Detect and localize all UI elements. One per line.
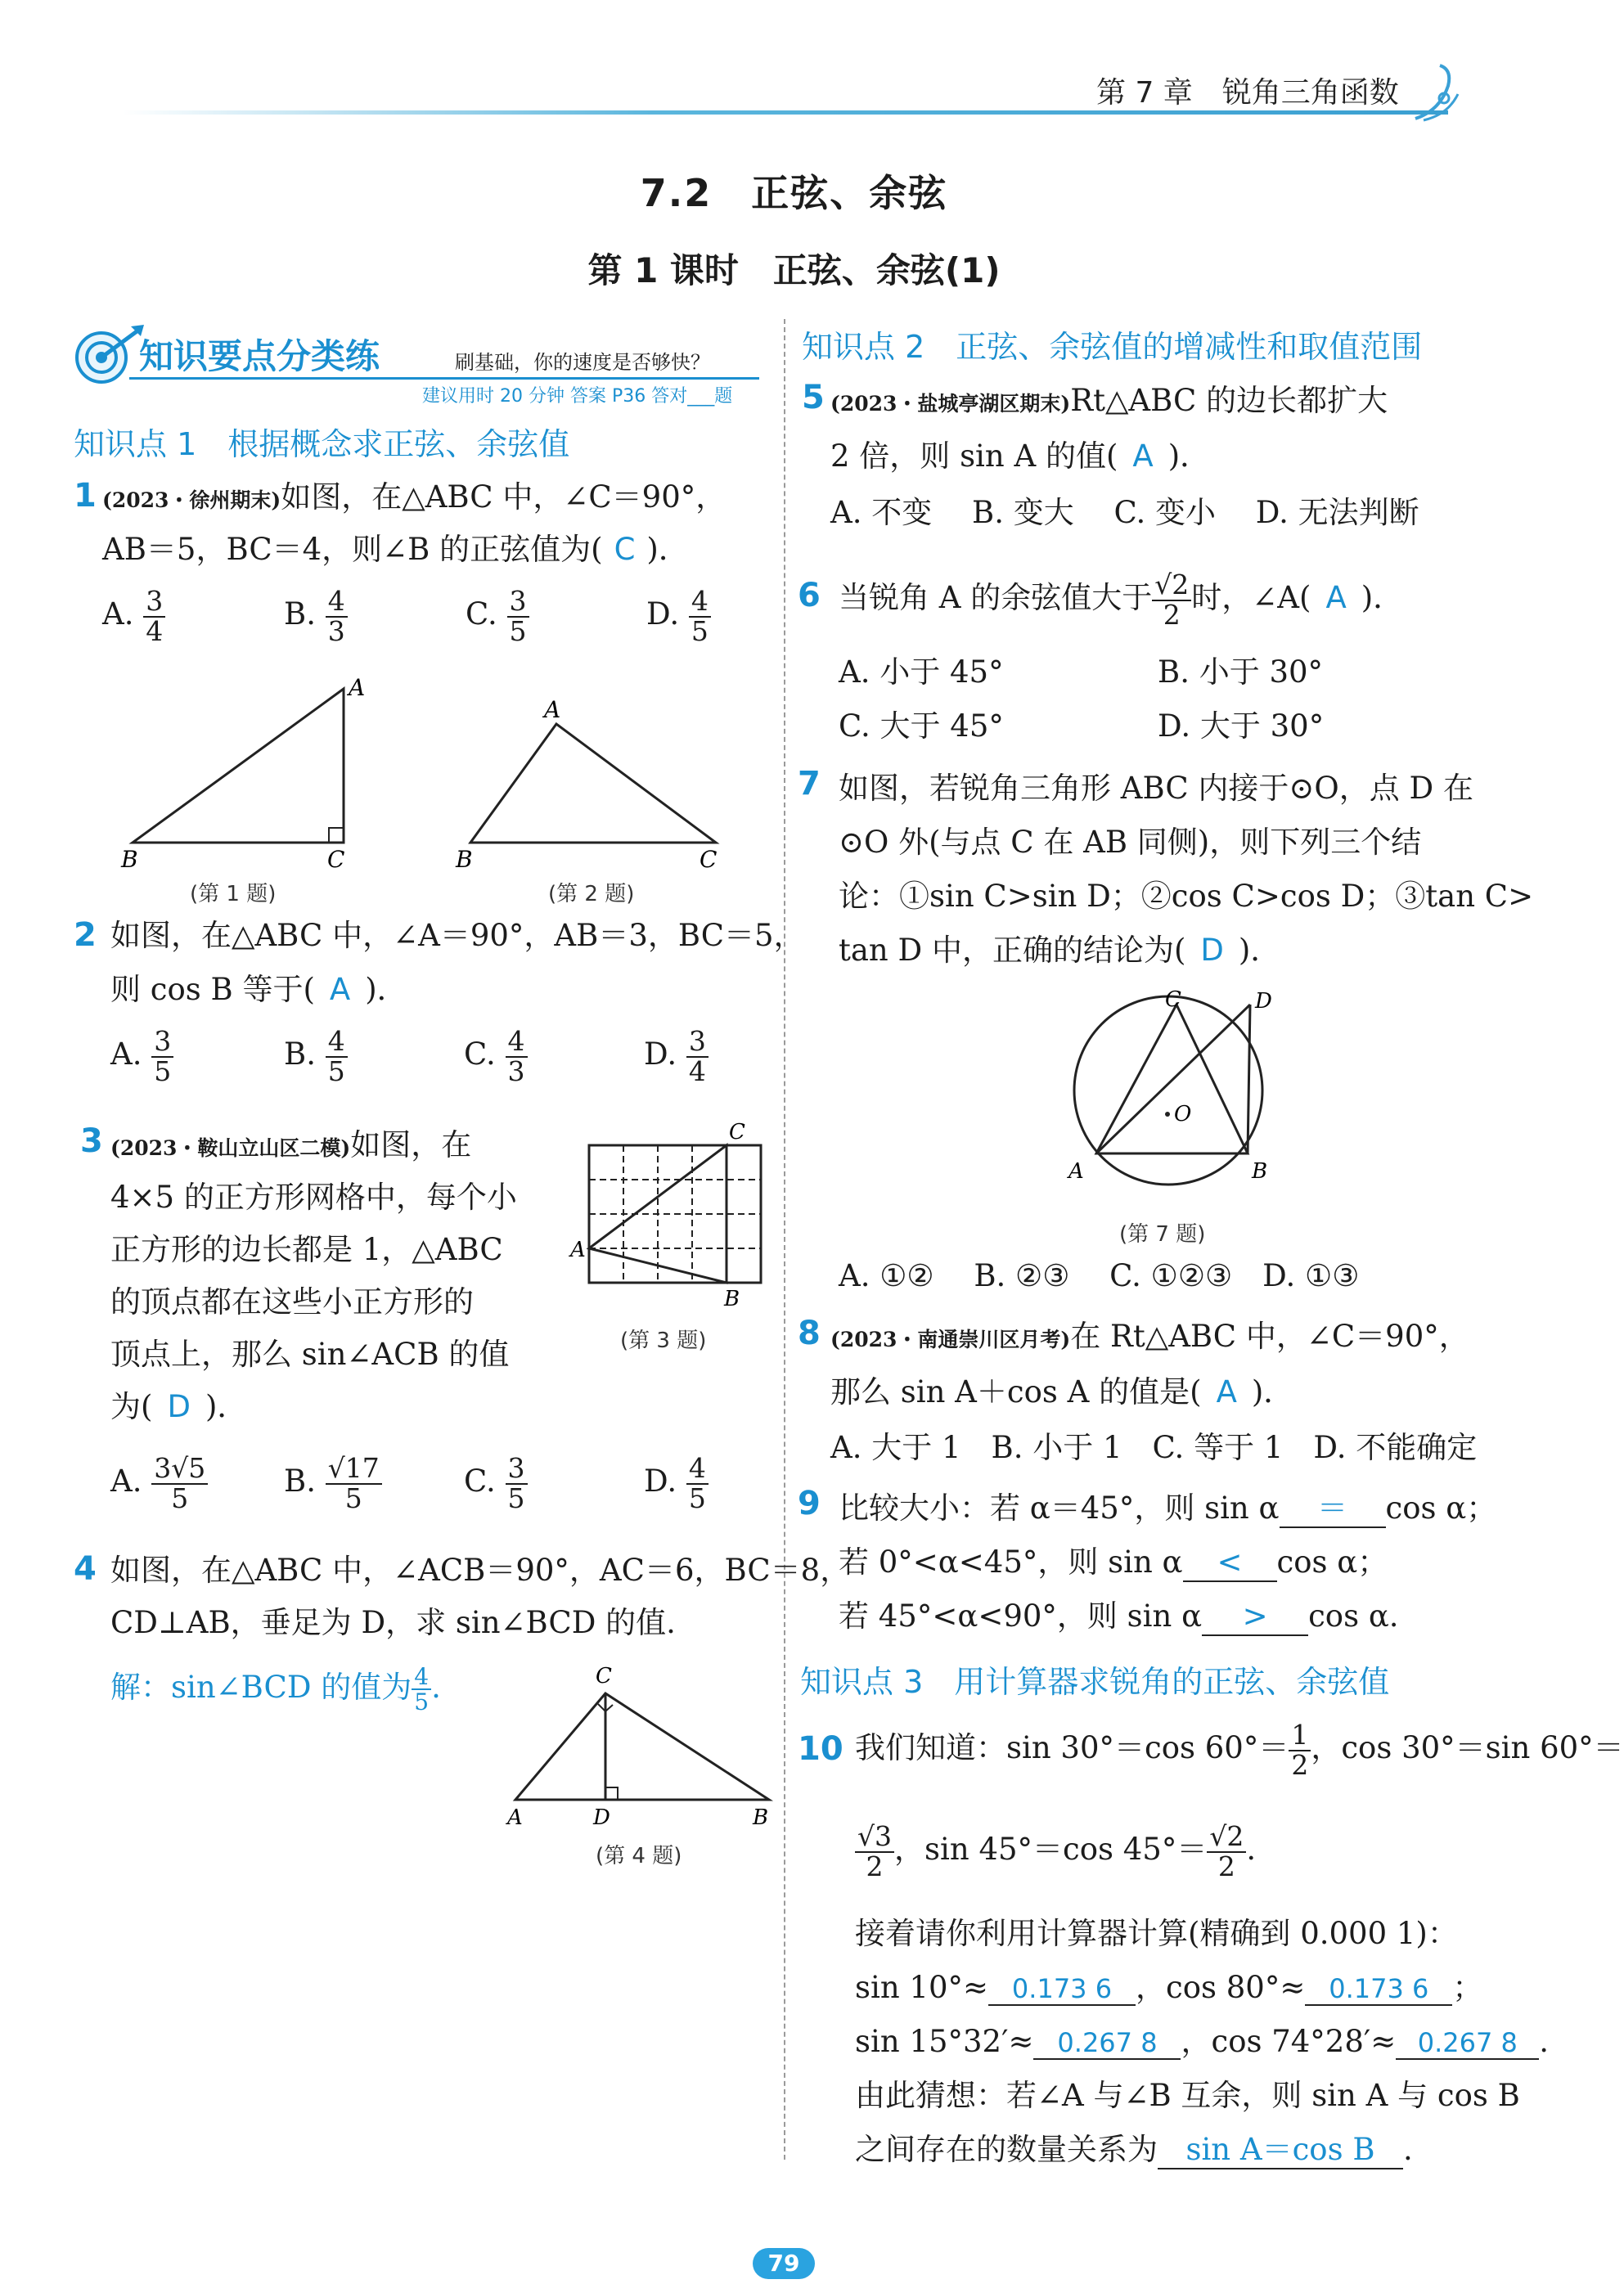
caption-3: (第 3 题) <box>620 1329 707 1353</box>
question-4-line2: CD⊥AB，垂足为 D，求 sin∠BCD 的值. <box>110 1605 676 1640</box>
figure-3-grid <box>569 1121 781 1317</box>
chapter-header: 第 7 章 锐角三角函数 <box>1096 76 1399 110</box>
section-title: 7.2 正弦、余弦 <box>640 171 948 215</box>
answer-text: C <box>614 532 636 567</box>
figure-4 <box>503 1657 781 1845</box>
question-number: 4 <box>74 1550 97 1588</box>
page-number: 79 <box>753 2248 815 2279</box>
question-3-line2: 4×5 的正方形网格中，每个小 <box>110 1180 517 1215</box>
question-10-line5: sin 15°32′≈ 0.267 8 ，cos 74°28′≈ 0.267 8 . <box>855 2024 1550 2059</box>
question-5-line2: 2 倍，则 sin A 的值( A )． <box>830 438 1211 474</box>
banner-underline <box>129 377 759 380</box>
svg-text:B: B <box>121 846 138 873</box>
knowledge-point-3: 知识点 3 用计算器求锐角的正弦、余弦值 <box>800 1664 1390 1700</box>
svg-text:C: C <box>700 846 718 873</box>
caption-4: (第 4 题) <box>596 1844 682 1868</box>
knowledge-point-1: 知识点 1 根据概念求正弦、余弦值 <box>74 426 570 462</box>
question-3-line3: 正方形的边长都是 1，△ABC <box>110 1232 503 1267</box>
svg-text:B: B <box>724 1287 740 1311</box>
question-number: 7 <box>798 765 821 803</box>
svg-text:A: A <box>570 1238 586 1262</box>
header-rule <box>123 110 1448 115</box>
question-10-line3: 接着请你利用计算器计算(精确到 0.000 1)： <box>855 1916 1458 1951</box>
svg-text:A: A <box>1068 1159 1084 1184</box>
question-6-option-c: C. 大于 45° <box>839 708 1004 744</box>
question-7-line2: ⊙O 外(与点 C 在 AB 同侧)，则下列三个结 <box>839 825 1422 860</box>
question-8-options: A. 大于 1 B. 小于 1 C. 等于 1 D. 不能确定 <box>830 1430 1478 1465</box>
question-5-line1: (2023・盐城亭湖区期末)Rt△ABC 的边长都扩大 <box>830 383 1388 418</box>
question-number: 5 <box>802 379 825 416</box>
svg-text:C: C <box>1165 987 1181 1012</box>
svg-text:O: O <box>1174 1102 1192 1126</box>
question-6-option-a: A. 小于 45° <box>839 654 1004 690</box>
question-10-line4: sin 10°≈ 0.173 6 ，cos 80°≈ 0.173 6 ； <box>855 1970 1483 2005</box>
question-number: 3 <box>80 1122 103 1160</box>
question-2-line2: 则 cos B 等于( A )． <box>110 972 407 1007</box>
question-number: 10 <box>798 1730 843 1768</box>
section-banner <box>72 323 759 405</box>
question-1-line2: AB＝5，BC＝4，则∠B 的正弦值为( C )． <box>102 532 689 567</box>
question-8-line2: 那么 sin A＋cos A 的值是( A )． <box>830 1374 1294 1410</box>
lesson-title: 第 1 课时 正弦、余弦(1) <box>587 250 1001 290</box>
question-10-line2: $\frac{√3}{2}$ ，sin 45°＝cos 45°＝ $\frac{√2}{2}$ . <box>855 1823 1256 1881</box>
question-number: 6 <box>798 577 821 614</box>
svg-text:D: D <box>1255 989 1272 1014</box>
question-7-line1: 如图，若锐角三角形 ABC 内接于⊙O，点 D 在 <box>839 771 1473 806</box>
caption-7: (第 7 题) <box>1119 1222 1206 1247</box>
svg-text:B: B <box>1252 1159 1268 1184</box>
question-3-line4: 的顶点都在这些小正方形的 <box>110 1284 474 1320</box>
svg-text:C: C <box>596 1664 612 1688</box>
question-10-line1: 我们知道：sin 30°＝cos 60°＝ $\frac{1}{2}$ ，cos 30°＝sin 60°＝ <box>855 1719 1624 1781</box>
caption-1: (第 1 题) <box>190 882 277 906</box>
question-9-line1: 比较大小：若 α＝45°，则 sin α ＝ cos α； <box>839 1490 1496 1528</box>
svg-text:D: D <box>593 1805 610 1830</box>
question-9-line3: 若 45°<α<90°，则 sin α > cos α. <box>839 1598 1399 1636</box>
banner-slogan: 刷基础，你的速度是否够快？ <box>455 351 710 374</box>
question-9-line2: 若 0°<α<45°，则 sin α < cos α； <box>839 1544 1388 1582</box>
question-number: 1 <box>74 477 97 515</box>
question-4-solution: 解：sin∠BCD 的值为 $\frac{4}{5}$ . <box>110 1663 441 1716</box>
question-2-line1: 如图，在△ABC 中，∠A＝90°，AB＝3，BC＝5， <box>110 918 804 953</box>
svg-text:C: C <box>327 846 345 873</box>
question-7-options: A. ①② B. ②③ C. ①②③ D. ①③ <box>839 1258 1360 1293</box>
svg-text:A: A <box>544 696 561 723</box>
question-7-line3: 论：①sin C>sin D；②cos C>cos D；③tan C> <box>839 879 1534 914</box>
question-number: 2 <box>74 916 97 954</box>
knowledge-point-2: 知识点 2 正弦、余弦值的增减性和取值范围 <box>802 329 1423 365</box>
figure-2 <box>454 695 732 875</box>
question-8-line1: (2023・南通崇川区月考)在 Rt△ABC 中，∠C＝90°， <box>830 1319 1469 1354</box>
svg-text:A: A <box>507 1805 523 1830</box>
svg-text:B: B <box>753 1805 769 1830</box>
question-3-line5: 顶点上，那么 sin∠ACB 的值 <box>110 1337 510 1372</box>
question-1-line1: (2023・徐州期末)如图，在△ABC 中，∠C＝90°， <box>102 479 727 515</box>
question-4-line1: 如图，在△ABC 中，∠ACB＝90°，AC＝6，BC＝8， <box>110 1553 851 1588</box>
question-10-line7: 之间存在的数量关系为 sin A＝cos B . <box>855 2132 1413 2169</box>
question-10-line6: 由此猜想：若∠A 与∠B 互余，则 sin A 与 cos B <box>855 2078 1520 2113</box>
question-7-line4: tan D 中，正确的结论为( D )． <box>839 933 1281 968</box>
svg-text:A: A <box>349 674 366 701</box>
question-3-line1: (2023・鞍山立山区二模)如图，在 <box>110 1127 472 1162</box>
svg-text:C: C <box>729 1120 745 1144</box>
question-number: 9 <box>798 1485 821 1522</box>
question-number: 8 <box>798 1315 821 1352</box>
question-6-line1: 当锐角 A 的余弦值大于 $\frac{√2}{2}$ 时，∠A( A )． <box>839 569 1404 631</box>
figure-1 <box>115 671 376 875</box>
caption-2: (第 2 题) <box>548 882 635 906</box>
banner-title: 知识要点分类练 <box>139 336 380 376</box>
column-divider <box>784 319 785 2160</box>
question-3-line6: 为( D )． <box>110 1389 248 1424</box>
question-5-options: A. 不变 B. 变大 C. 变小 D. 无法判断 <box>830 495 1419 530</box>
banner-hint: 建议用时 20 分钟 答案 P36 答对___题 <box>422 386 733 407</box>
figure-7-circle <box>1064 982 1309 1194</box>
question-6-option-b: B. 小于 30° <box>1158 654 1324 690</box>
svg-text:B: B <box>456 846 473 873</box>
question-6-option-d: D. 大于 30° <box>1158 708 1325 744</box>
decor-swirl-icon <box>1407 61 1464 127</box>
